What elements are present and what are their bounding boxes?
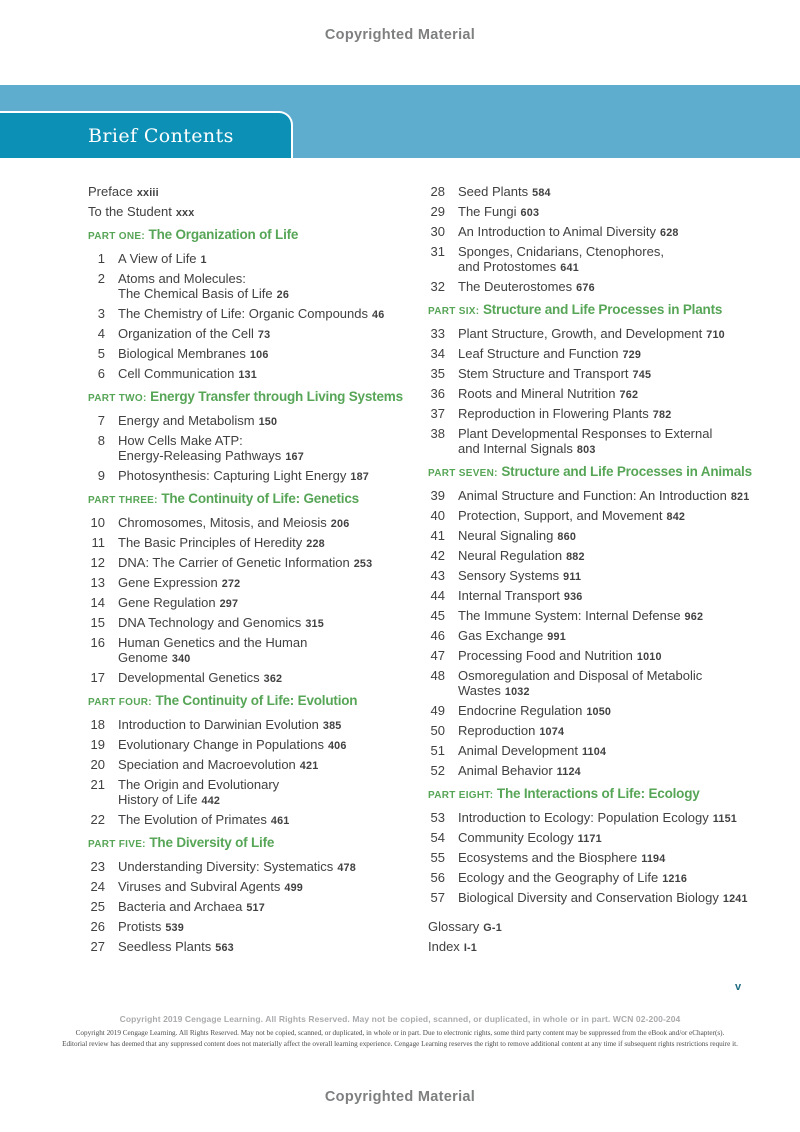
chapter-number: 34	[430, 346, 445, 361]
chapter-title: Neural Signaling 860	[458, 528, 577, 543]
chapter-number: 57	[430, 890, 445, 905]
chapter-page-number: 745	[632, 369, 652, 381]
chapter-number: 1	[97, 251, 105, 266]
chapter-number: 27	[90, 939, 105, 954]
chapter-title: Reproduction in Flowering Plants 782	[458, 406, 672, 421]
chapter-title: The Origin and Evolutionary History of Life 442	[118, 777, 280, 807]
chapter-title: Protists 539	[118, 919, 184, 934]
chapter-title: Sensory Systems 911	[458, 568, 582, 583]
chapter-page-number: 421	[299, 760, 319, 772]
chapter-entry	[428, 326, 775, 343]
chapter-title: How Cells Make ATP: Energy-Releasing Pathways 167	[118, 433, 304, 463]
chapter-number: 30	[430, 224, 445, 239]
chapter-number: 13	[90, 575, 105, 590]
chapter-page-number: 641	[560, 262, 579, 274]
chapter-title: Reproduction 1074	[458, 723, 565, 738]
part-title: The Diversity of Life	[145, 835, 275, 850]
chapter-title: Atoms and Molecules: The Chemical Basis of Life 26	[118, 271, 290, 301]
part-heading	[428, 463, 775, 483]
part-heading	[428, 785, 775, 805]
chapter-page-number: 882	[566, 551, 585, 563]
chapter-page-number: 1032	[504, 686, 530, 698]
chapter-page-number: 206	[330, 518, 350, 530]
toc-column-right	[428, 184, 775, 959]
chapter-title: Stem Structure and Transport 745	[458, 366, 652, 381]
front-matter-entry	[88, 184, 428, 201]
part-title: The Continuity of Life: Genetics	[157, 491, 359, 506]
chapter-entry	[88, 271, 428, 303]
part-label: PART SEVEN:	[428, 468, 498, 479]
chapter-page-number: 26	[276, 289, 290, 301]
footer-legal-text	[0, 1028, 800, 1049]
chapter-number: 39	[430, 488, 445, 503]
chapter-number: 31	[430, 244, 445, 259]
chapter-number: 41	[430, 528, 445, 543]
chapter-title: Plant Structure, Growth, and Development 710	[458, 326, 725, 341]
chapter-entry	[88, 670, 428, 687]
chapter-page-number: 936	[563, 591, 583, 603]
chapter-number: 44	[430, 588, 445, 603]
chapter-entry	[88, 366, 428, 383]
chapter-entry	[428, 184, 775, 201]
chapter-number: 10	[90, 515, 105, 530]
entry-label: Preface	[88, 184, 133, 199]
chapter-title: Endocrine Regulation 1050	[458, 703, 612, 718]
chapter-entry	[428, 628, 775, 645]
chapter-entry	[88, 346, 428, 363]
chapter-number: 43	[430, 568, 445, 583]
back-matter-entry	[428, 939, 775, 956]
part-title: Energy Transfer through Living Systems	[146, 389, 403, 404]
chapter-page-number: 499	[284, 882, 303, 894]
chapter-number: 9	[97, 468, 105, 483]
chapter-title: Internal Transport 936	[458, 588, 583, 603]
chapter-title: Neural Regulation 882	[458, 548, 585, 563]
chapter-page-number: 803	[576, 444, 596, 456]
chapter-page-number: 1074	[539, 726, 565, 738]
chapter-entry	[428, 244, 775, 276]
chapter-page-number: 406	[327, 740, 347, 752]
copyrighted-material-bottom: Copyrighted Material	[324, 1089, 476, 1105]
chapter-entry	[428, 508, 775, 525]
chapter-page-number: 73	[257, 329, 271, 341]
chapter-entry	[428, 528, 775, 545]
chapter-number: 56	[430, 870, 445, 885]
part-label: PART SIX:	[428, 306, 480, 317]
back-matter-entry	[428, 919, 775, 936]
chapter-title: Human Genetics and the Human Genome 340	[118, 635, 308, 665]
chapter-title: Bacteria and Archaea 517	[118, 899, 265, 914]
part-label: PART TWO:	[88, 393, 147, 404]
chapter-page-number: 1124	[556, 766, 581, 778]
chapter-number: 24	[90, 879, 105, 894]
chapter-page-number: 297	[219, 598, 239, 610]
chapter-entry	[428, 279, 775, 296]
chapter-title: Energy and Metabolism 150	[118, 413, 278, 428]
chapter-entry	[88, 515, 428, 532]
chapter-page-number: 1104	[581, 746, 607, 758]
chapter-title: Protection, Support, and Movement 842	[458, 508, 686, 523]
chapter-title: Roots and Mineral Nutrition 762	[458, 386, 639, 401]
chapter-title: Organization of the Cell 73	[118, 326, 271, 341]
chapter-title: Gene Regulation 297	[118, 595, 239, 610]
chapter-entry	[428, 568, 775, 585]
chapter-page-number: 762	[619, 389, 639, 401]
chapter-page-number: 539	[165, 922, 184, 934]
chapter-title: The Basic Principles of Heredity 228	[118, 535, 325, 550]
chapter-page-number: 187	[350, 471, 369, 483]
chapter-title: The Deuterostomes 676	[458, 279, 595, 294]
part-label: PART FOUR:	[88, 697, 152, 708]
chapter-entry	[88, 737, 428, 754]
chapter-number: 33	[430, 326, 445, 341]
part-label: PART ONE:	[88, 231, 145, 242]
chapter-entry	[88, 535, 428, 552]
chapter-number: 29	[430, 204, 445, 219]
part-title: The Continuity of Life: Evolution	[151, 693, 358, 708]
title-tab	[0, 111, 293, 158]
entry-page-number: I-1	[463, 942, 478, 954]
chapter-number: 22	[90, 812, 105, 827]
chapter-page-number: 1171	[577, 833, 602, 845]
part-heading	[88, 834, 428, 854]
chapter-number: 38	[430, 426, 445, 441]
chapter-title: Community Ecology 1171	[458, 830, 602, 845]
part-title: Structure and Life Processes in Animals	[497, 464, 752, 479]
chapter-entry	[428, 426, 775, 458]
chapter-page-number: 385	[322, 720, 342, 732]
chapter-page-number: 1050	[586, 706, 612, 718]
chapter-page-number: 842	[666, 511, 686, 523]
chapter-page-number: 628	[659, 227, 679, 239]
chapter-title: Understanding Diversity: Systematics 478	[118, 859, 356, 874]
chapter-page-number: 603	[520, 207, 540, 219]
chapter-page-number: 991	[547, 631, 566, 643]
chapter-number: 18	[90, 717, 105, 732]
chapter-number: 53	[430, 810, 445, 825]
part-heading	[88, 388, 428, 408]
chapter-entry	[428, 810, 775, 827]
chapter-page-number: 1216	[662, 873, 688, 885]
chapter-number: 26	[90, 919, 105, 934]
page-title: Brief Contents	[88, 124, 234, 147]
part-label: PART FIVE:	[88, 839, 146, 850]
chapter-page-number: 340	[171, 653, 191, 665]
chapter-number: 4	[97, 326, 105, 341]
chapter-number: 51	[430, 743, 445, 758]
chapter-title: Evolutionary Change in Populations 406	[118, 737, 347, 752]
chapter-page-number: 167	[285, 451, 304, 463]
chapter-number: 15	[90, 615, 105, 630]
chapter-entry	[88, 939, 428, 956]
chapter-page-number: 461	[270, 815, 290, 827]
chapter-page-number: 272	[221, 578, 241, 590]
chapter-page-number: 46	[372, 309, 385, 321]
chapter-entry	[88, 717, 428, 734]
chapter-title: The Immune System: Internal Defense 962	[458, 608, 704, 623]
chapter-number: 3	[97, 306, 105, 321]
chapter-entry	[88, 433, 428, 465]
chapter-entry	[88, 326, 428, 343]
entry-page-number: xxiii	[136, 187, 159, 199]
chapter-title: Introduction to Ecology: Population Ecology 1151	[458, 810, 738, 825]
chapter-number: 20	[90, 757, 105, 772]
chapter-number: 28	[430, 184, 445, 199]
entry-label: To the Student	[88, 204, 172, 219]
chapter-number: 50	[430, 723, 445, 738]
chapter-entry	[428, 346, 775, 363]
chapter-page-number: 1194	[641, 853, 666, 865]
chapter-title: Photosynthesis: Capturing Light Energy 187	[118, 468, 369, 483]
part-heading	[428, 301, 775, 321]
front-matter-entry	[88, 204, 428, 221]
chapter-entry	[88, 251, 428, 268]
chapter-entry	[428, 406, 775, 423]
chapter-number: 19	[90, 737, 105, 752]
chapter-title: The Chemistry of Life: Organic Compounds 46	[118, 306, 385, 321]
chapter-page-number: 1241	[722, 893, 748, 905]
chapter-entry	[428, 488, 775, 505]
chapter-title: Leaf Structure and Function 729	[458, 346, 642, 361]
chapter-entry	[428, 548, 775, 565]
chapter-number: 16	[90, 635, 105, 650]
toc-column-left	[88, 184, 428, 959]
chapter-number: 46	[430, 628, 445, 643]
chapter-number: 7	[97, 413, 105, 428]
part-label: PART THREE:	[88, 495, 158, 506]
chapter-entry	[428, 668, 775, 700]
chapter-entry	[88, 757, 428, 774]
chapter-entry	[428, 850, 775, 867]
chapter-page-number: 442	[201, 795, 221, 807]
chapter-title: Viruses and Subviral Agents 499	[118, 879, 303, 894]
chapter-entry	[428, 870, 775, 887]
chapter-title: The Fungi 603	[458, 204, 540, 219]
chapter-number: 54	[430, 830, 445, 845]
chapter-entry	[88, 919, 428, 936]
chapter-entry	[88, 879, 428, 896]
copyrighted-material-top: Copyrighted Material	[324, 27, 476, 43]
chapter-number: 48	[430, 668, 445, 683]
brief-contents-list	[88, 184, 778, 959]
chapter-entry	[88, 859, 428, 876]
chapter-entry	[88, 777, 428, 809]
chapter-page-number: 131	[238, 369, 257, 381]
part-title: The Interactions of Life: Ecology	[493, 786, 700, 801]
chapter-entry	[428, 830, 775, 847]
chapter-title: DNA: The Carrier of Genetic Information 253	[118, 555, 373, 570]
chapter-entry	[428, 608, 775, 625]
chapter-title: Sponges, Cnidarians, Ctenophores, and Protostomes 641	[458, 244, 664, 274]
chapter-number: 17	[90, 670, 105, 685]
chapter-number: 35	[430, 366, 445, 381]
chapter-title: Processing Food and Nutrition 1010	[458, 648, 662, 663]
chapter-page-number: 821	[730, 491, 750, 503]
chapter-number: 49	[430, 703, 445, 718]
chapter-entry	[428, 703, 775, 720]
part-label: PART EIGHT:	[428, 790, 494, 801]
part-heading	[88, 490, 428, 510]
chapter-entry	[88, 812, 428, 829]
chapter-entry	[428, 588, 775, 605]
chapter-page-number: 710	[706, 329, 725, 341]
chapter-page-number: 563	[215, 942, 234, 954]
chapter-page-number: 106	[249, 349, 269, 361]
footer-copyright-line: Copyright 2019 Cengage Learning. All Rights Reserved. May not be copied, scanned, or duplicated, in whole or in part. WCN 02-200-204	[119, 1014, 681, 1024]
part-title: Structure and Life Processes in Plants	[479, 302, 723, 317]
footer-legal-line-1: Copyright 2019 Cengage Learning. All Rights Reserved. May not be copied, scanned, or duplicated, in whole or in part. Due to electronic rights, some third party content may be suppressed from the eBook and/or eChapter(s).	[75, 1029, 725, 1037]
chapter-title: Plant Developmental Responses to External and Internal Signals 803	[458, 426, 713, 456]
entry-label: Index	[428, 939, 460, 954]
chapter-title: Animal Structure and Function: An Introduction 821	[458, 488, 750, 503]
chapter-page-number: 478	[337, 862, 356, 874]
chapter-page-number: 584	[532, 187, 551, 199]
chapter-entry	[88, 575, 428, 592]
chapter-title: Biological Diversity and Conservation Biology 1241	[458, 890, 748, 905]
chapter-entry	[88, 306, 428, 323]
page-number: v	[734, 981, 742, 993]
chapter-number: 11	[91, 535, 105, 550]
chapter-entry	[88, 468, 428, 485]
chapter-page-number: 962	[684, 611, 704, 623]
chapter-entry	[88, 899, 428, 916]
chapter-number: 45	[430, 608, 445, 623]
chapter-page-number: 150	[258, 416, 278, 428]
part-heading	[88, 226, 428, 246]
chapter-title: A View of Life 1	[118, 251, 207, 266]
chapter-title: Seedless Plants 563	[118, 939, 234, 954]
header-band	[0, 85, 800, 158]
chapter-title: Chromosomes, Mitosis, and Meiosis 206	[118, 515, 350, 530]
chapter-title: Biological Membranes 106	[118, 346, 269, 361]
chapter-page-number: 315	[305, 618, 324, 630]
chapter-entry	[428, 386, 775, 403]
chapter-entry	[428, 763, 775, 780]
chapter-entry	[428, 366, 775, 383]
chapter-title: Gas Exchange 991	[458, 628, 566, 643]
chapter-number: 40	[430, 508, 445, 523]
part-heading	[88, 692, 428, 712]
chapter-number: 25	[90, 899, 105, 914]
chapter-page-number: 1151	[712, 813, 738, 825]
entry-page-number: xxx	[175, 207, 195, 219]
chapter-page-number: 253	[353, 558, 373, 570]
chapter-page-number: 911	[563, 571, 582, 583]
chapter-title: Gene Expression 272	[118, 575, 241, 590]
chapter-title: Developmental Genetics 362	[118, 670, 283, 685]
chapter-number: 32	[430, 279, 445, 294]
chapter-page-number: 517	[246, 902, 265, 914]
chapter-number: 23	[90, 859, 105, 874]
chapter-number: 37	[430, 406, 445, 421]
chapter-entry	[88, 615, 428, 632]
chapter-page-number: 362	[263, 673, 283, 685]
chapter-title: Osmoregulation and Disposal of Metabolic Wastes 1032	[458, 668, 703, 698]
chapter-number: 21	[90, 777, 105, 792]
chapter-page-number: 782	[652, 409, 672, 421]
chapter-number: 8	[97, 433, 105, 448]
chapter-title: DNA Technology and Genomics 315	[118, 615, 324, 630]
chapter-title: Speciation and Macroevolution 421	[118, 757, 319, 772]
chapter-entry	[88, 595, 428, 612]
chapter-title: Cell Communication 131	[118, 366, 257, 381]
chapter-number: 42	[430, 548, 445, 563]
chapter-number: 12	[90, 555, 105, 570]
entry-label: Glossary	[428, 919, 480, 934]
chapter-page-number: 1010	[636, 651, 662, 663]
part-title: The Organization of Life	[144, 227, 299, 242]
chapter-number: 14	[90, 595, 105, 610]
chapter-title: The Evolution of Primates 461	[118, 812, 290, 827]
chapter-title: Animal Development 1104	[458, 743, 607, 758]
chapter-number: 52	[430, 763, 445, 778]
chapter-page-number: 228	[306, 538, 325, 550]
chapter-page-number: 676	[576, 282, 595, 294]
chapter-page-number: 860	[557, 531, 577, 543]
entry-page-number: G-1	[483, 922, 502, 934]
chapter-entry	[428, 743, 775, 760]
chapter-page-number: 1	[200, 254, 207, 266]
chapter-entry	[428, 648, 775, 665]
chapter-number: 5	[97, 346, 105, 361]
chapter-title: Ecosystems and the Biosphere 1194	[458, 850, 666, 865]
chapter-entry	[428, 224, 775, 241]
chapter-number: 36	[430, 386, 445, 401]
chapter-title: Seed Plants 584	[458, 184, 551, 199]
chapter-title: Animal Behavior 1124	[458, 763, 581, 778]
chapter-number: 6	[97, 366, 105, 381]
chapter-entry	[428, 723, 775, 740]
chapter-number: 55	[430, 850, 445, 865]
chapter-title: Introduction to Darwinian Evolution 385	[118, 717, 342, 732]
chapter-title: An Introduction to Animal Diversity 628	[458, 224, 679, 239]
chapter-entry	[428, 204, 775, 221]
footer-legal-line-2: Editorial review has deemed that any suppressed content does not materially affect the overall learning experience. Cengage Learning reserves the right to remove additional content at any time if subsequent rights restrictions require it.	[62, 1039, 738, 1048]
chapter-entry	[88, 555, 428, 572]
chapter-number: 47	[430, 648, 445, 663]
chapter-entry	[428, 890, 775, 907]
chapter-entry	[88, 413, 428, 430]
chapter-page-number: 729	[622, 349, 642, 361]
chapter-number: 2	[97, 271, 105, 286]
chapter-entry	[88, 635, 428, 667]
chapter-title: Ecology and the Geography of Life 1216	[458, 870, 688, 885]
